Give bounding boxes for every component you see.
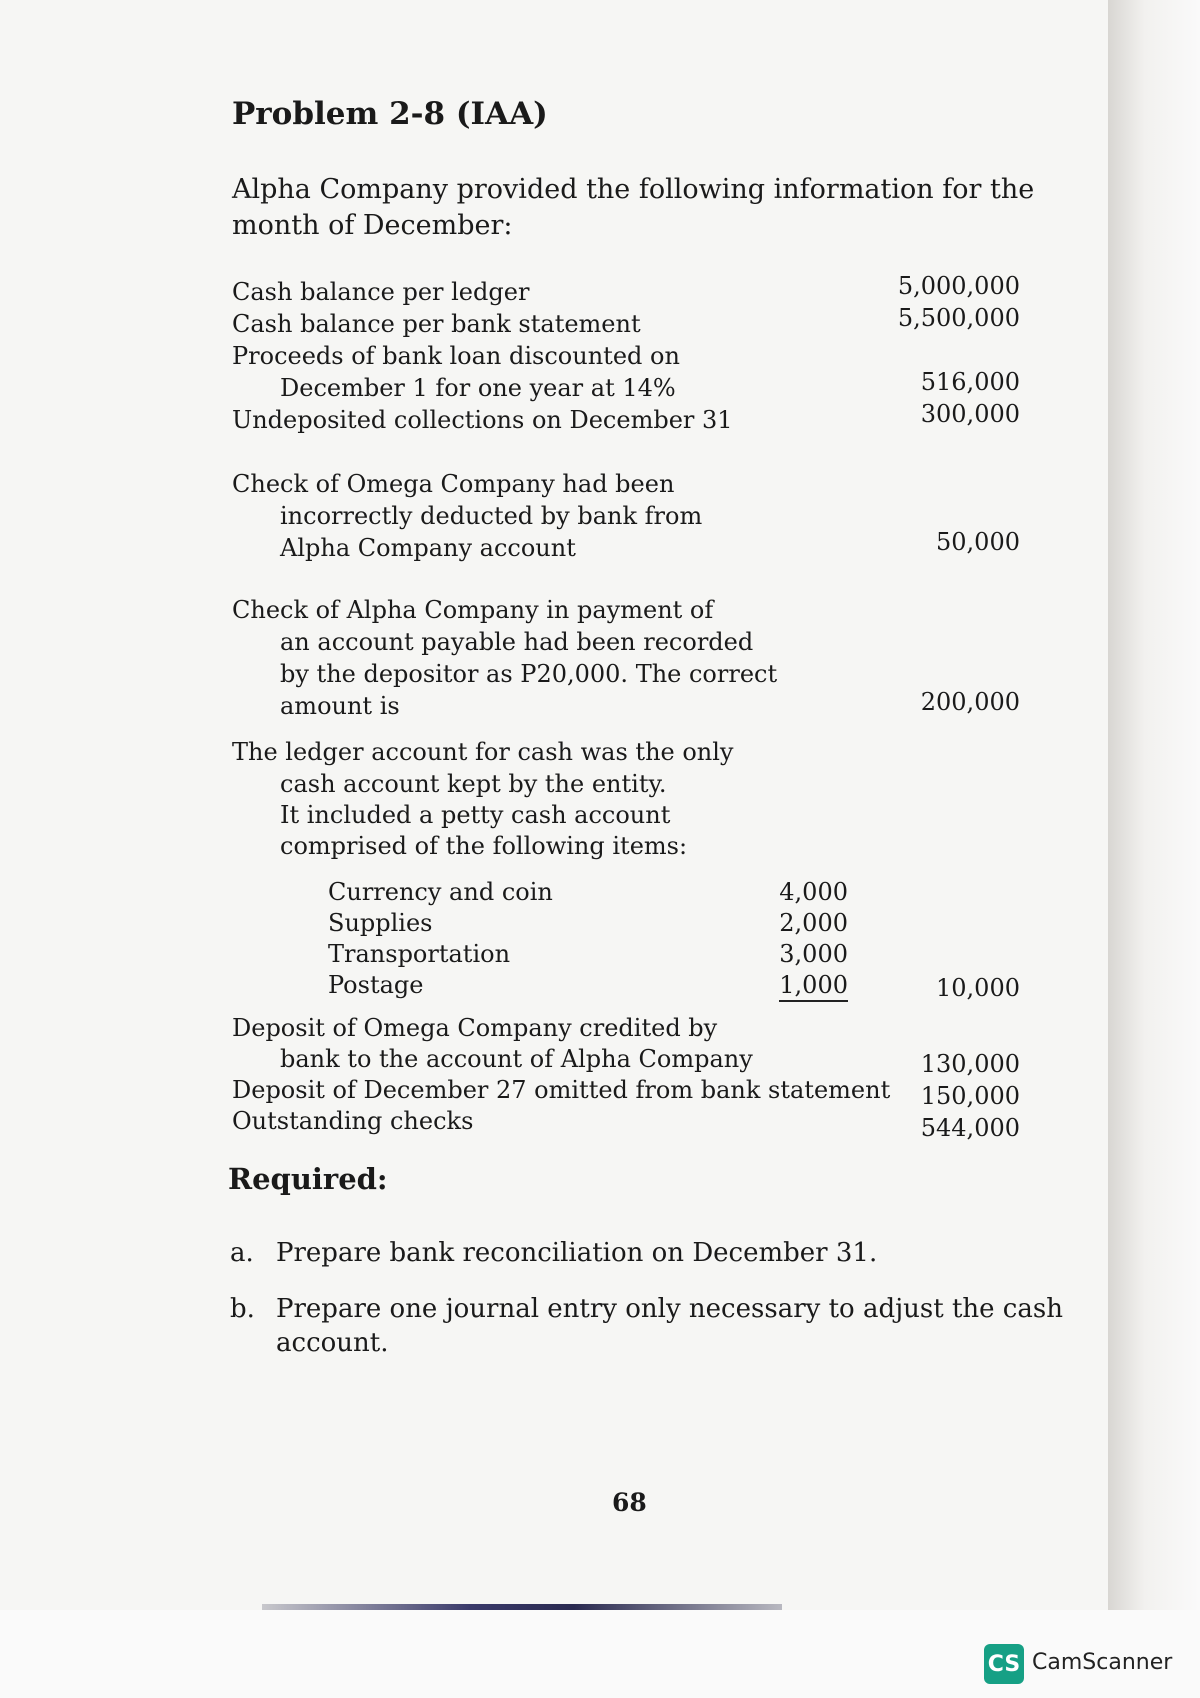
intro-line-2: month of December: xyxy=(232,210,513,241)
page-number: 68 xyxy=(612,1488,647,1517)
intro-line-1: Alpha Company provided the following information for the xyxy=(232,174,1035,205)
omega-check-label-1: Check of Omega Company had been xyxy=(232,470,675,498)
cash-bank-amount: 5,500,000 xyxy=(897,304,1020,332)
alpha-check-label-1: Check of Alpha Company in payment of xyxy=(232,596,714,624)
alpha-check-label-2: an account payable had been recorded xyxy=(280,628,754,656)
camscanner-watermark: CamScanner xyxy=(1032,1650,1173,1675)
petty-sub-label: Postage xyxy=(328,971,424,999)
petty-sub-amount: 4,000 xyxy=(779,878,848,906)
petty-sub-amount: 3,000 xyxy=(779,940,848,968)
loan-amount: 516,000 xyxy=(920,368,1020,396)
petty-sub-label: Supplies xyxy=(328,909,433,937)
problem-title: Problem 2-8 (IAA) xyxy=(232,96,548,132)
petty-cash-label-1: The ledger account for cash was the only xyxy=(232,738,734,766)
req-a-text: Prepare bank reconciliation on December 31. xyxy=(276,1238,878,1268)
petty-sub-label: Currency and coin xyxy=(328,878,553,906)
undeposited-label: Undeposited collections on December 31 xyxy=(232,406,733,434)
omega-check-label-3: Alpha Company account xyxy=(280,534,576,562)
petty-cash-label-2: cash account kept by the entity. xyxy=(280,770,667,798)
req-b-text-1: Prepare one journal entry only necessary to adjust the cash xyxy=(276,1294,1063,1324)
alpha-check-label-3: by the depositor as P20,000. The correct xyxy=(280,660,778,688)
outstanding-amount: 544,000 xyxy=(920,1114,1020,1142)
loan-label-1: Proceeds of bank loan discounted on xyxy=(232,342,680,370)
problem-intro xyxy=(232,172,1034,244)
petty-cash-total: 10,000 xyxy=(936,974,1020,1002)
dec27-label: Deposit of December 27 omitted from bank statement xyxy=(232,1076,891,1104)
page-edge-shadow xyxy=(1108,0,1200,1610)
alpha-check-amount: 200,000 xyxy=(920,688,1020,716)
omega-deposit-label-2: bank to the account of Alpha Company xyxy=(280,1045,753,1073)
petty-sub-label: Transportation xyxy=(328,940,511,968)
req-a-marker: a. xyxy=(230,1238,254,1268)
petty-sub-amount: 2,000 xyxy=(779,909,848,937)
omega-check-amount: 50,000 xyxy=(936,528,1020,556)
scan-artifact-stripe xyxy=(262,1604,782,1610)
petty-sub-amount: 1,000 xyxy=(779,971,848,1002)
camscanner-logo-icon: CS xyxy=(984,1644,1024,1684)
alpha-check-label-4: amount is xyxy=(280,692,400,720)
req-b-text-2: account. xyxy=(276,1328,389,1358)
undeposited-amount: 300,000 xyxy=(920,400,1020,428)
dec27-amount: 150,000 xyxy=(920,1082,1020,1110)
required-heading: Required: xyxy=(228,1162,388,1196)
req-b-marker: b. xyxy=(230,1294,255,1324)
petty-cash-label-4: comprised of the following items: xyxy=(280,832,688,860)
loan-label-2: December 1 for one year at 14% xyxy=(280,374,676,402)
omega-check-label-2: incorrectly deducted by bank from xyxy=(280,502,703,530)
omega-deposit-amount: 130,000 xyxy=(920,1050,1020,1078)
cash-ledger-label: Cash balance per ledger xyxy=(232,278,530,306)
cash-ledger-amount: 5,000,000 xyxy=(897,272,1020,300)
outstanding-label: Outstanding checks xyxy=(232,1107,474,1135)
cash-bank-label: Cash balance per bank statement xyxy=(232,310,641,338)
omega-deposit-label-1: Deposit of Omega Company credited by xyxy=(232,1014,718,1042)
petty-cash-label-3: It included a petty cash account xyxy=(280,801,671,829)
